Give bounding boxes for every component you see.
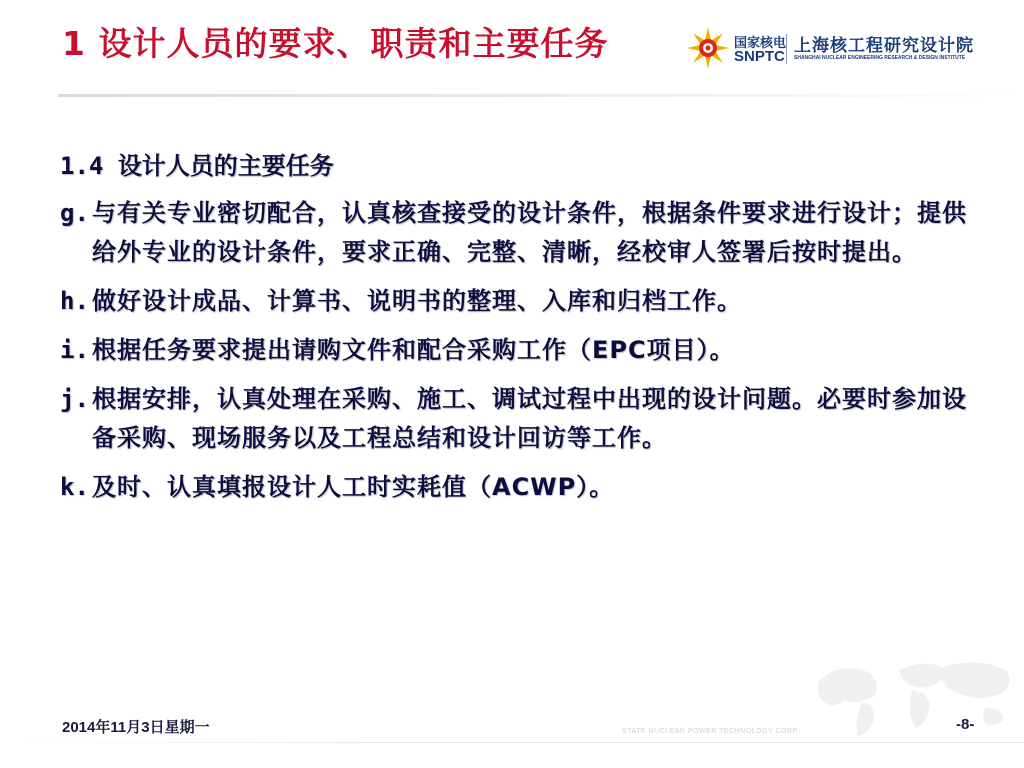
list-item (60, 282, 972, 321)
footer-watermark-text: STATE NUCLEAR POWER TECHNOLOGY CORP (622, 728, 798, 735)
list-marker: h. (60, 287, 89, 315)
list-marker: i. (60, 336, 89, 364)
slide-content (60, 146, 972, 517)
subheading-number: 1.4 (60, 152, 104, 180)
slide-title: 1 设计人员的要求、职责和主要任务 (62, 24, 609, 63)
page-number: -8- (956, 716, 975, 733)
logo-en-small: SNPTC (734, 48, 785, 65)
list-marker: j. (60, 385, 89, 413)
list-marker: k. (60, 473, 89, 501)
logo-institute-name: 上海核工程研究设计院 (794, 36, 974, 56)
list-item-text: 根据安排，认真处理在采购、施工、调试过程中出现的设计问题。必要时参加设备采购、现场服务以及工程总结和设计回访等工作。 (92, 385, 967, 452)
list-marker: g. (60, 199, 89, 227)
list-item (60, 468, 972, 507)
logo-cn-small: 国家核电 (734, 36, 787, 51)
company-logo (686, 26, 1006, 70)
snptc-sun-logo-icon (686, 26, 730, 70)
list-item-text: 做好设计成品、计算书、说明书的整理、入库和归档工作。 (92, 287, 742, 315)
world-map-watermark-icon (800, 650, 1024, 742)
list-item (60, 194, 972, 272)
footer-divider (0, 742, 1024, 743)
list-item-text: 与有关专业密切配合，认真核查接受的设计条件，根据条件要求进行设计；提供给外专业的设计条件，要求正确、完整、清晰，经校审人签署后按时提出。 (92, 199, 967, 266)
header-divider (58, 94, 1024, 97)
logo-institute-english: SHANGHAI NUCLEAR ENGINEERING RESEARCH & DESIGN INSTITUTE (794, 55, 966, 61)
footer-date: 2014年11月3日星期一 (62, 719, 210, 736)
list-item-text: 根据任务要求提出请购文件和配合采购工作（EPC项目）。 (92, 336, 735, 364)
subheading-text: 设计人员的主要任务 (117, 152, 334, 180)
list-item (60, 380, 972, 458)
list-item-text: 及时、认真填报设计人工时实耗值（ACWP）。 (92, 473, 615, 501)
logo-separator (786, 34, 787, 64)
list-item (60, 331, 972, 370)
section-subheading (60, 146, 972, 186)
